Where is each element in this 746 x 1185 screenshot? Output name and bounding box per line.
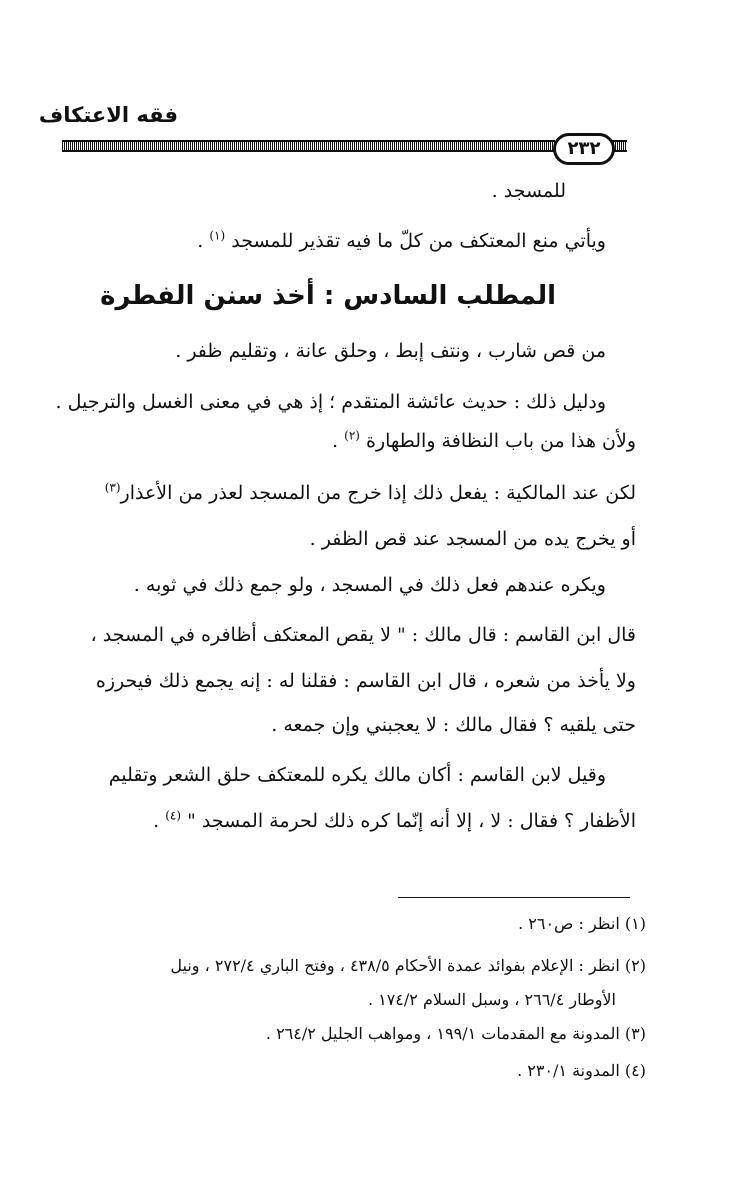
body-line-5 <box>332 426 636 456</box>
body-line-10: ولا يأخذ من شعره ، قال ابن القاسم : فقلنا له : إنه يجمع ذلك فيحرزه <box>95 670 636 692</box>
footnote-3 <box>266 1022 646 1046</box>
footnote-ref-3: (٣) <box>104 480 121 495</box>
body-line-8: ويكره عندهم فعل ذلك في المسجد ، ولو جمع ذلك في ثوبه . <box>133 574 606 596</box>
section-heading: المطلب السادس : أخذ سنن الفطرة <box>100 281 556 311</box>
body-line-5-text: ولأن هذا من باب النظافة والطهارة <box>366 430 636 452</box>
footnote-1 <box>518 912 646 936</box>
running-title: فقه الاعتكاف <box>38 103 178 127</box>
body-line-7: أو يخرج يده من المسجد عند قص الظفر . <box>309 528 636 550</box>
footnote-1-text: انظر : ص٢٦٠ . <box>518 914 620 933</box>
body-line-2-end: . <box>197 230 204 252</box>
body-line-2 <box>197 226 606 256</box>
body-line-13-end: . <box>153 810 160 832</box>
body-line-1: للمسجد . <box>491 180 566 202</box>
footnote-ref-1: (١) <box>209 228 226 243</box>
body-line-13-text: الأظفار ؟ فقال : لا ، إلا أنه إنّما كره ذلك لحرمة المسجد " <box>187 810 636 832</box>
footnote-4 <box>517 1059 646 1083</box>
body-line-6 <box>105 478 636 508</box>
footnote-2-number: (٢) <box>624 956 646 975</box>
body-line-9: قال ابن القاسم : قال مالك : " لا يقص المعتكف أظافره في المسجد ، <box>90 624 636 646</box>
body-line-11: حتى يلقيه ؟ فقال مالك : لا يعجبني وإن جمعه . <box>271 714 636 736</box>
footnote-ref-2: (٢) <box>344 428 360 443</box>
body-line-13 <box>153 806 636 836</box>
footnote-ref-4: (٤) <box>165 808 182 823</box>
body-line-6-text: لكن عند المالكية : يفعل ذلك إذا خرج من المسجد لعذر من الأعذار <box>120 482 636 504</box>
footnote-4-text: المدونة ٢٣٠/١ . <box>517 1061 620 1080</box>
footnote-3-text: المدونة مع المقدمات ١٩٩/١ ، ومواهب الجليل ٢٦٤/٢ . <box>265 1024 620 1043</box>
footnote-4-number: (٤) <box>624 1061 646 1080</box>
header-rule-left <box>62 140 555 152</box>
body-line-5-end: . <box>332 430 339 452</box>
footnote-3-number: (٣) <box>624 1024 646 1043</box>
body-line-2-text: ويأتي منع المعتكف من كلّ ما فيه تقذير للمسجد <box>231 230 606 252</box>
page-number-badge: ٢٣٢ <box>553 133 615 165</box>
body-line-4: ودليل ذلك : حديث عائشة المتقدم ؛ إذ هي في معنى الغسل والترجيل . <box>55 391 606 413</box>
body-line-3: من قص شارب ، ونتف إبط ، وحلق عانة ، وتقليم ظفر . <box>175 340 606 362</box>
footnote-separator <box>398 897 630 898</box>
body-line-12: وقيل لابن القاسم : أكان مالك يكره للمعتكف حلق الشعر وتقليم <box>108 764 606 786</box>
footnote-2 <box>170 954 646 978</box>
footnote-2-continuation: الأوطار ٢٦٦/٤ ، وسبل السلام ١٧٤/٢ . <box>367 990 616 1009</box>
footnote-2-text: انظر : الإعلام بفوائد عمدة الأحكام ٤٣٨/٥ ، وفتح الباري ٢٧٢/٤ ، ونيل <box>170 956 620 975</box>
footnote-1-number: (١) <box>624 914 646 933</box>
